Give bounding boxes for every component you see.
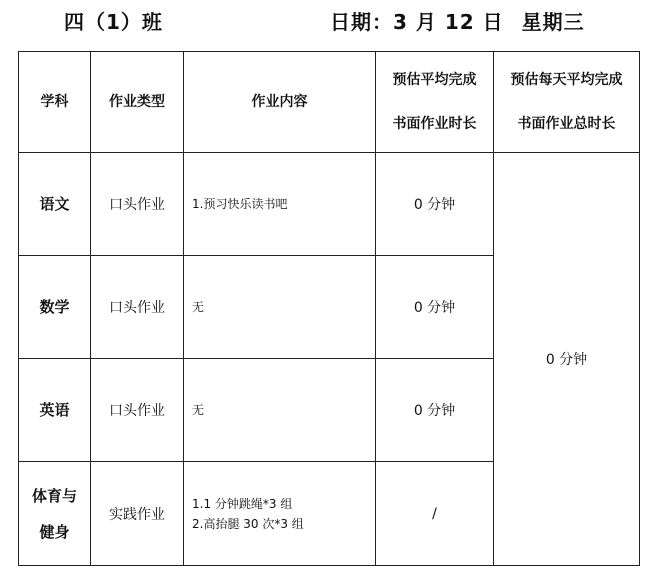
subject-cell: 英语 — [19, 359, 91, 462]
content-cell — [184, 359, 376, 462]
header-content: 作业内容 — [184, 52, 376, 153]
homework-table — [18, 51, 640, 566]
table-row — [19, 153, 640, 256]
content-line: 1.预习快乐读书吧 — [192, 197, 288, 211]
date: 日期：3 月 12 日 — [330, 10, 504, 34]
header-daily-total-line2: 书面作业总时长 — [517, 116, 616, 132]
header-est-time-line1: 预估平均完成 — [392, 72, 477, 88]
content-cell — [184, 153, 376, 256]
weekday: 星期三 — [521, 10, 585, 34]
header-est-time — [376, 52, 494, 153]
time-cell: 0 分钟 — [376, 256, 494, 359]
time-cell: 0 分钟 — [376, 359, 494, 462]
content-line: 2.高抬腿 30 次*3 组 — [192, 516, 304, 531]
type-cell: 口头作业 — [91, 256, 184, 359]
header-row — [19, 52, 640, 153]
time-cell: 0 分钟 — [376, 153, 494, 256]
type-cell: 口头作业 — [91, 153, 184, 256]
content-line: 无 — [192, 300, 205, 314]
type-cell: 实践作业 — [91, 462, 184, 566]
date-line — [330, 6, 585, 35]
daily-total-cell: 0 分钟 — [494, 153, 640, 566]
content-line: 1.1 分钟跳绳*3 组 — [192, 496, 293, 511]
header-subject: 学科 — [19, 52, 91, 153]
header-est-time-line2: 书面作业时长 — [392, 116, 477, 132]
subject-cell: 语文 — [19, 153, 91, 256]
class-name: 四（1）班 — [64, 10, 163, 34]
subject-line2: 健身 — [39, 522, 70, 541]
subject-cell — [19, 462, 91, 566]
time-cell: / — [376, 462, 494, 566]
header-daily-total-line1: 预估每天平均完成 — [510, 72, 623, 88]
content-cell — [184, 462, 376, 566]
type-cell: 口头作业 — [91, 359, 184, 462]
header-type: 作业类型 — [91, 52, 184, 153]
subject-cell: 数学 — [19, 256, 91, 359]
subject-line1: 体育与 — [31, 486, 77, 505]
header — [0, 0, 651, 48]
header-daily-total — [494, 52, 640, 153]
content-cell — [184, 256, 376, 359]
content-line: 无 — [192, 403, 205, 417]
